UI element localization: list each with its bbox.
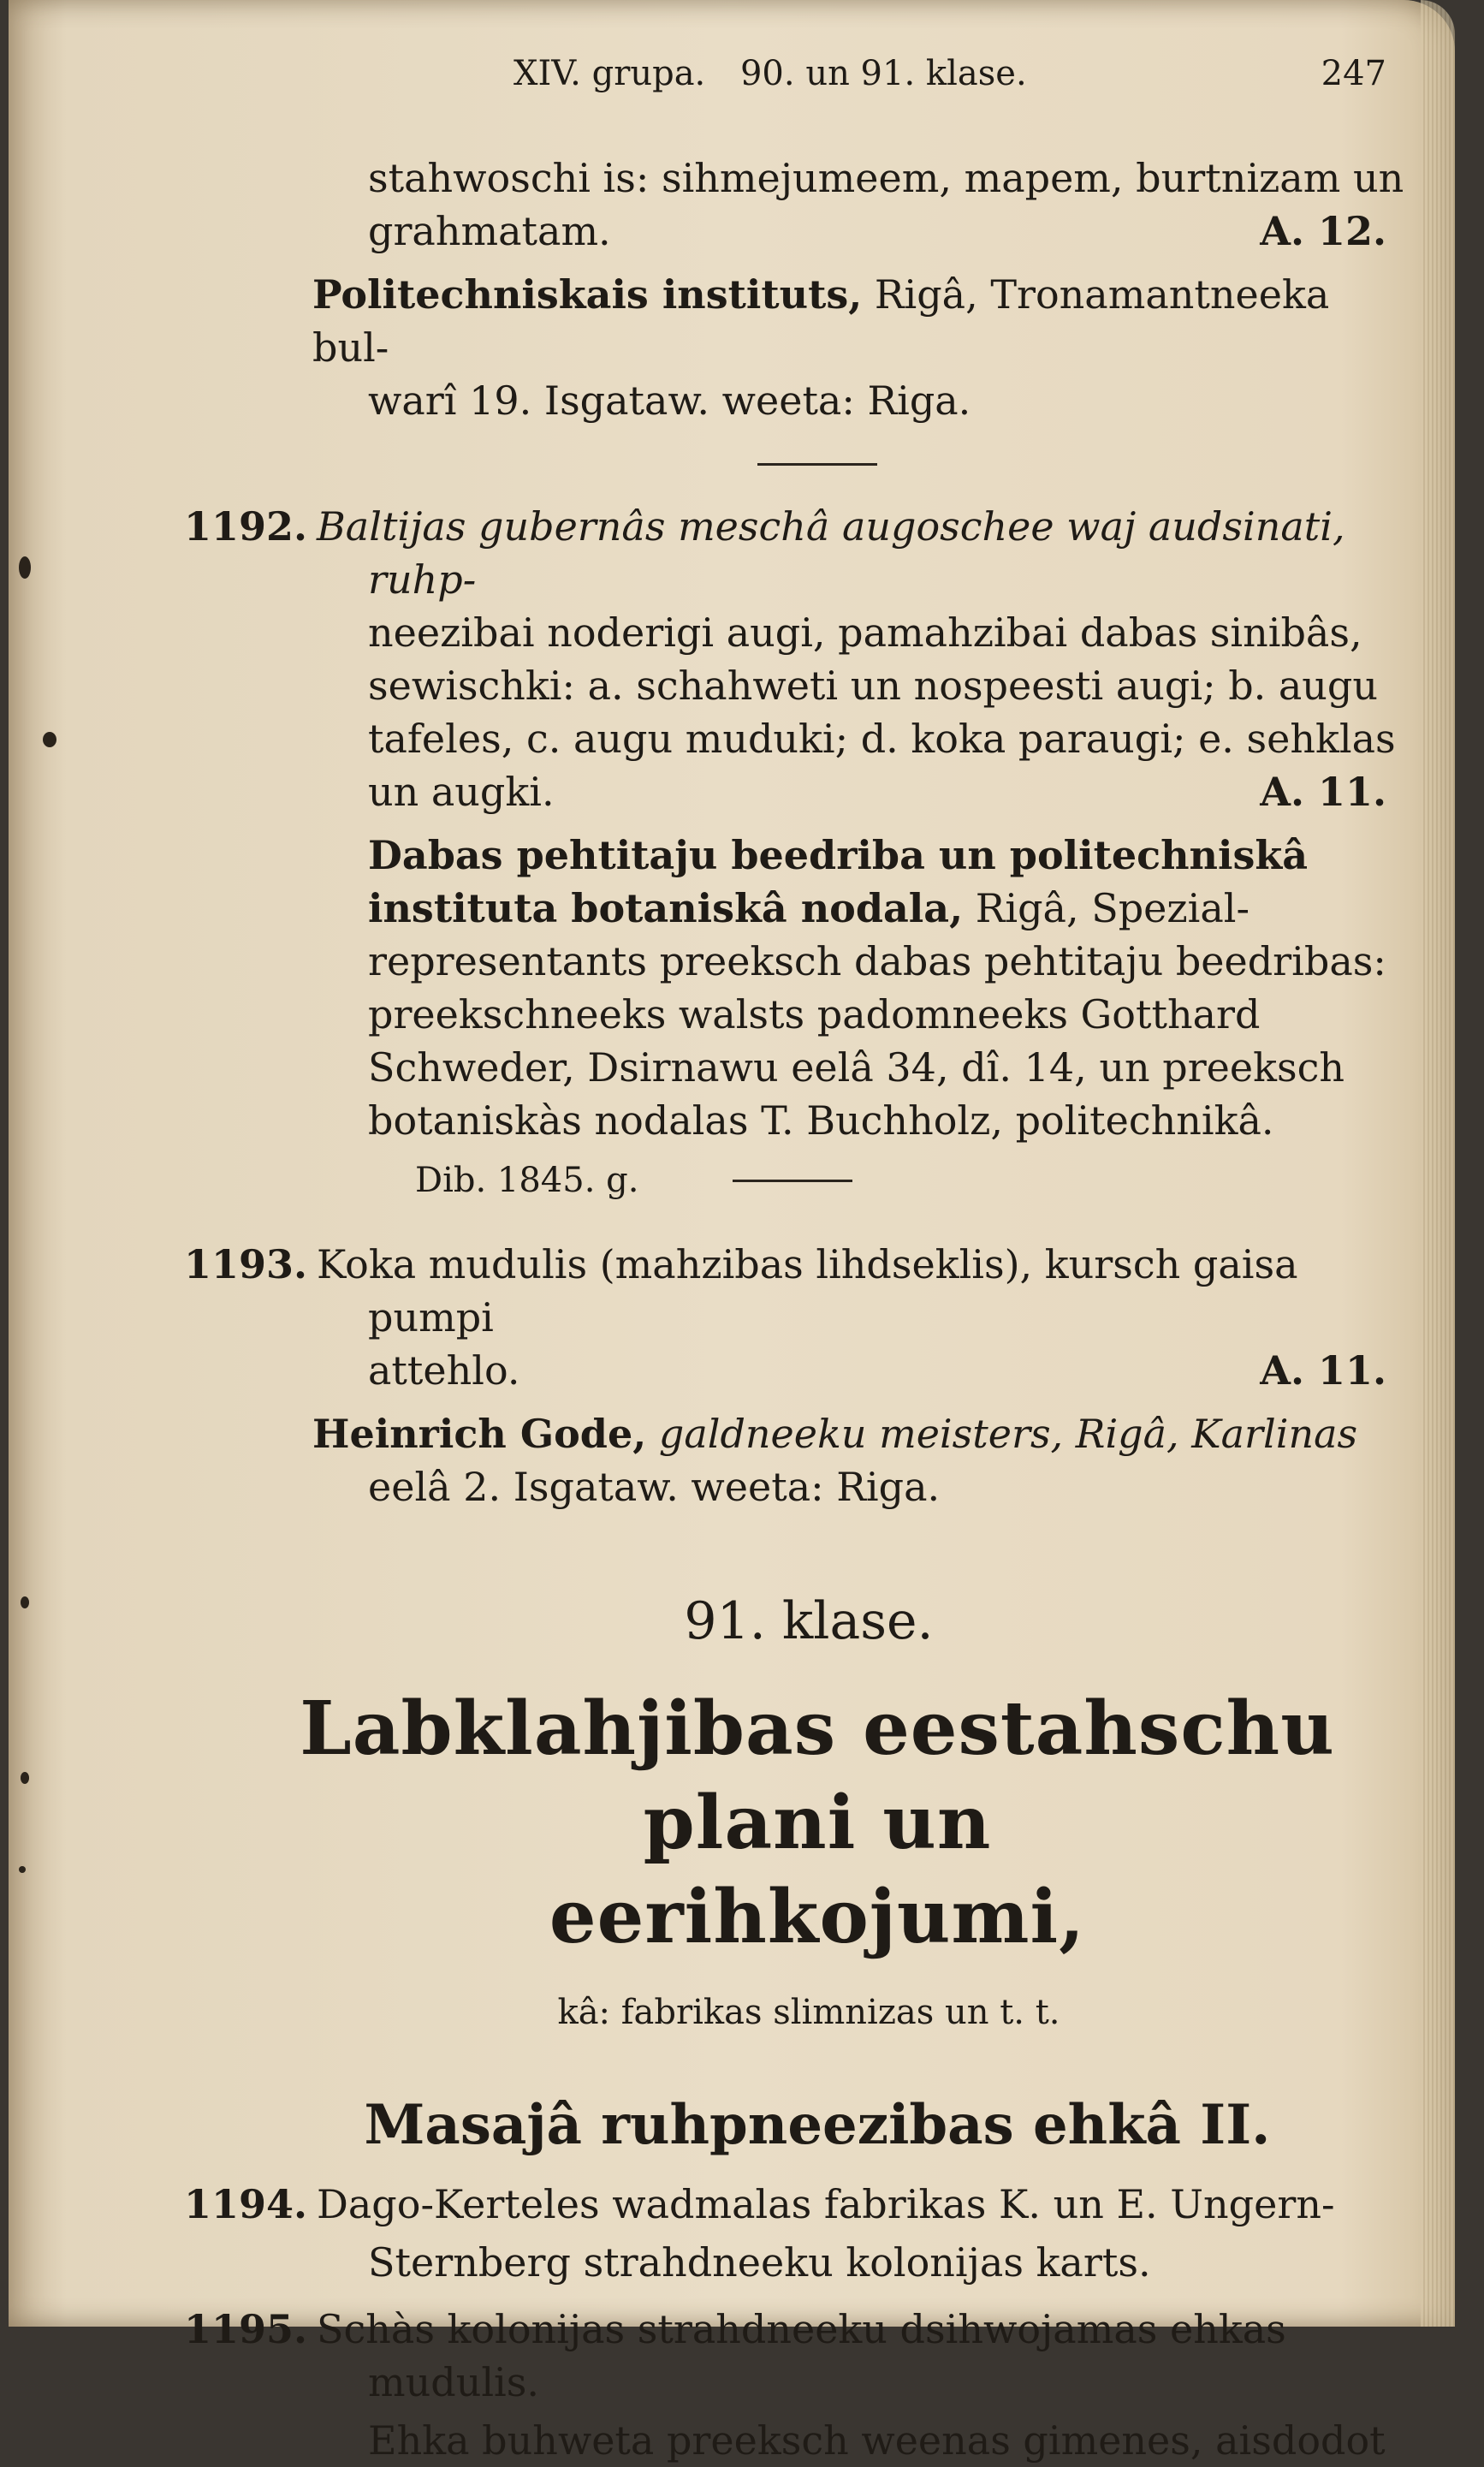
entry-1193-exhibitor <box>175 1407 1408 1513</box>
header-class: 90. un 91. klase. <box>739 54 1027 93</box>
ink-spot <box>19 556 31 579</box>
class-subtitle: kâ: fabrikas slimnizas un t. t. <box>557 1993 1060 2032</box>
entry-1192-dib-row <box>175 1154 1408 1207</box>
header-group: XIV. grupa. <box>513 54 706 93</box>
class-title <box>175 1682 1408 1965</box>
entry-1193-number: 1193. <box>184 1241 308 1287</box>
intro-text <box>175 152 1408 258</box>
entry-1194-number: 1194. <box>184 2181 308 2227</box>
group-heading: Masajâ ruhpneezibas ehkâ II. <box>364 2093 1271 2157</box>
separator-rule <box>757 463 877 466</box>
intro-exhibitor <box>175 268 1408 427</box>
class-title-line-2: eerihkojumi, <box>549 1874 1086 1960</box>
entry-1194-line-2: Sternberg strahdneeku kolonijas karts. <box>368 2239 1151 2286</box>
entry-1193-ref: A. 11. <box>1260 1347 1386 1394</box>
book-page <box>9 0 1455 2464</box>
entries-list <box>175 2178 1408 2467</box>
intro-line-2-wrap <box>368 205 1408 258</box>
entry-1194 <box>175 2178 1408 2231</box>
entry-1195-line-1: Schàs kolonijas strahdneeku dsihwojamas ehkas mudulis. <box>317 2306 1286 2405</box>
entry-1192-ref: A. 11. <box>1260 769 1386 815</box>
entry-1192-dib: Dib. 1845. g. <box>415 1161 639 1200</box>
ink-spot <box>21 1596 29 1608</box>
ink-spot <box>43 732 56 747</box>
entry-1192-number: 1192. <box>184 503 308 550</box>
entry-1192-text: neezibai noderigi augi, pamahzibai dabas sinibâs, sewischki: a. schahweti un nospeesti augi; b. augu tafeles, c. augu muduki; d. koka paraugi; e. sehklas un augki. <box>368 609 1396 815</box>
entry-1195-line-2: Ehka buhweta preeksch weenas gimenes, aisdodot <box>368 2417 1386 2464</box>
page-content <box>175 47 1408 2467</box>
entry-1193 <box>175 1238 1408 1344</box>
entry-1195 <box>175 2303 1408 2409</box>
entry-1195-number: 1195. <box>184 2306 308 2352</box>
running-header <box>175 47 1408 100</box>
entry-1193-exhibitor-name: Heinrich Gode, <box>312 1411 647 1457</box>
page-edge <box>1421 0 1455 2327</box>
intro-line-1: stahwoschi is: sihmejumeem, mapem, burtnizam un <box>368 155 1404 201</box>
entry-1193-line-1: Koka mudulis (mahzibas lihdseklis), kursch gaisa pumpi <box>317 1241 1298 1341</box>
entry-1192 <box>175 500 1408 606</box>
intro-exhibitor-rest: Rigâ, Tronamantneeka bul- <box>312 271 1330 371</box>
separator-rule <box>733 1180 852 1182</box>
header-left <box>513 47 1051 100</box>
entry-1193-line-2: attehlo. <box>368 1347 520 1394</box>
intro-exhibitor-name: Politechniskais instituts, <box>312 271 863 318</box>
page-number: 247 <box>1321 54 1386 93</box>
entry-1192-line-1: Baltijas gubernâs meschâ augoschee waj audsinati, ruhp- <box>317 503 1345 603</box>
entry-1192-exhibitor-rest: Rigâ, Spezial-representants preeksch dabas pehtitaju beedribas: preekschneeks walsts padomneeks Gotthard Schweder, Dsirnawu eelâ 34, dî. 14, un preeksch botaniskàs nodalas T. Buchholz, politechnikâ. <box>368 885 1386 1144</box>
entry-1194-line-1: Dago-Kerteles wadmalas fabrikas K. un E. Ungern- <box>317 2181 1335 2227</box>
class-heading: 91. klase. <box>684 1591 934 1651</box>
entry-1192-exhibitor <box>175 829 1408 1147</box>
entry-1192-exhibitor-name: Dabas pehtitaju beedriba un politechniskâ instituta botaniskâ nodala, <box>368 832 1309 931</box>
ink-spot <box>19 1866 26 1873</box>
intro-exhibitor-line-2: warî 19. Isgataw. weeta: Riga. <box>368 377 971 424</box>
entry-1193-exhibitor-rest: galdneeku meisters, Rigâ, Karlinas <box>646 1411 1358 1457</box>
entry-1193-body <box>175 1344 1408 1397</box>
class-title-line-1: Labklahjibas eestahschu plani un <box>300 1685 1335 1866</box>
ink-spot <box>21 1772 29 1784</box>
intro-ref: A. 12. <box>1260 208 1386 254</box>
intro-line-2: grahmatam. <box>368 208 611 254</box>
entry-1192-body <box>175 606 1408 818</box>
entry-1193-exhibitor-line-2: eelâ 2. Isgataw. weeta: Riga. <box>368 1464 941 1510</box>
